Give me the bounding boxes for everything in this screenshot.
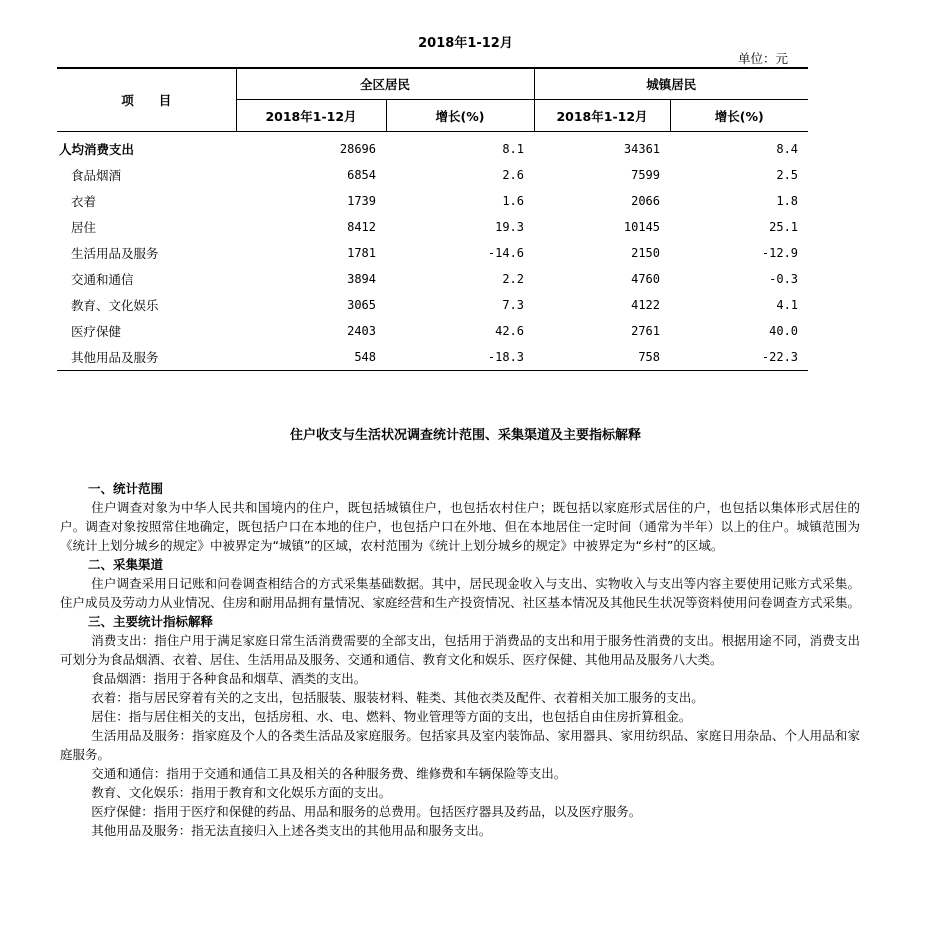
cell-value: 6854 [347,168,376,182]
cell-value: -12.9 [761,246,799,260]
row-label: 生活用品及服务 [71,246,159,261]
cell-value: 28696 [339,142,376,156]
consumption-table [57,67,808,371]
cell-value: 8.4 [776,142,799,156]
notes-heading-indicators: 三、主要统计指标解释 [88,614,214,629]
cell-value: 25.1 [769,220,799,234]
cell-value: 8.1 [502,142,525,156]
cell-value: 4122 [631,298,661,312]
cell-value: 2150 [631,246,661,260]
cell-value: -14.6 [487,246,525,260]
cell-value: 7599 [631,168,661,182]
cell-value: 42.6 [495,324,525,338]
cell-value: 8412 [347,220,376,234]
cell-value: 10145 [623,220,661,234]
notes-heading-channels: 二、采集渠道 [88,557,164,572]
cell-value: 2.5 [776,168,799,182]
cell-value: 4.1 [776,298,799,312]
notes-section [60,479,860,840]
cell-value: 40.0 [769,324,799,338]
table-row [57,188,808,214]
sub-header-growth-all: 增长(%) [386,100,534,132]
notes-paragraph-scope: 住户调查对象为中华人民共和国境内的住户，既包括城镇住户，也包括农村住户；既包括以家庭形式居住的户，也包括以集体形式居住的户。调查对象按照常住地确定，既包括户口在本地的住户，也包括户口在外地、但在本地居住一定时间（通常为半年）以上的住户。城镇范围为《统计上划分城乡的规定》中被界定为“城镇”的区域，农村范围为《统计上划分城乡的规定》中被界定为“乡村”的区域。 [60,500,860,553]
cell-value: 2.2 [502,272,525,286]
group-header-urban: 城镇居民 [534,68,808,100]
table-row [57,344,808,371]
section-title: 住户收支与生活状况调查统计范围、采集渠道及主要指标解释 [289,428,641,443]
row-label: 居住 [71,220,97,235]
definition-clothing: 衣着：指与居民穿着有关的之支出，包括服装、服装材料、鞋类、其他衣类及配件、衣着相关加工服务的支出。 [91,690,704,705]
period-title: 2018年1-12月 [418,36,513,51]
cell-value: 1.6 [502,194,525,208]
row-label: 食品烟酒 [71,168,122,183]
group-header-all: 全区居民 [236,68,534,100]
cell-value: 34361 [623,142,661,156]
cell-value: 548 [236,344,386,371]
table-row [57,214,808,240]
definition-food: 食品烟酒：指用于各种食品和烟草、酒类的支出。 [91,671,367,686]
table-row [57,292,808,318]
table-row [57,132,808,163]
cell-value: -18.3 [386,344,534,371]
table-row [57,240,808,266]
item-header: 项 目 [57,68,236,132]
definition-healthcare: 医疗保健：指用于医疗和保健的药品、用品和服务的总费用。包括医疗器具及药品，以及医疗服务。 [91,804,642,819]
row-label: 教育、文化娱乐 [71,298,159,313]
cell-value: -0.3 [769,272,799,286]
unit-label: 单位：元 [738,51,789,66]
notes-heading-scope: 一、统计范围 [88,481,164,496]
row-label: 衣着 [71,194,97,209]
sub-header-period-urban: 2018年1-12月 [534,100,670,132]
definition-housing: 居住：指与居住相关的支出，包括房租、水、电、燃料、物业管理等方面的支出，也包括自由住房折算租金。 [91,709,692,724]
cell-value: 2.6 [502,168,525,182]
row-label: 医疗保健 [71,324,122,339]
row-label: 交通和通信 [71,272,134,287]
row-label: 其他用品及服务 [57,344,236,371]
table-row [57,318,808,344]
cell-value: 2761 [631,324,661,338]
cell-value: 3894 [347,272,376,286]
cell-value: 4760 [631,272,661,286]
cell-value: 3065 [347,298,376,312]
table-row [57,162,808,188]
row-label: 人均消费支出 [59,142,135,157]
cell-value: 1.8 [776,194,799,208]
cell-value: 7.3 [502,298,525,312]
cell-value: 1739 [347,194,376,208]
cell-value: 19.3 [495,220,525,234]
notes-paragraph-channels: 住户调查采用日记账和问卷调查相结合的方式采集基础数据。其中，居民现金收入与支出、实物收入与支出等内容主要使用记账方式采集。住户成员及劳动力从业情况、住房和耐用品拥有量情况、家庭经营和生产投资情况、社区基本情况及其他民生状况等资料使用问卷调查方式采集。 [60,576,861,610]
sub-header-period-all: 2018年1-12月 [236,100,386,132]
definition-transport: 交通和通信：指用于交通和通信工具及相关的各种服务费、维修费和车辆保险等支出。 [91,766,567,781]
definition-education: 教育、文化娱乐：指用于教育和文化娱乐方面的支出。 [91,785,392,800]
cell-value: 2403 [347,324,376,338]
definition-other: 其他用品及服务：指无法直接归入上述各类支出的其他用品和服务支出。 [91,823,492,838]
cell-value: -22.3 [670,344,808,371]
cell-value: 2066 [631,194,661,208]
table-row [57,266,808,292]
definition-consumption: 消费支出：指住户用于满足家庭日常生活消费需要的全部支出，包括用于消费品的支出和用于服务性消费的支出。根据用途不同，消费支出可划分为食品烟酒、衣着、居住、生活用品及服务、交通和通信、教育文化和娱乐、医疗保健、其他用品及服务八大类。 [60,633,860,667]
cell-value: 758 [534,344,670,371]
sub-header-growth-urban: 增长(%) [670,100,808,132]
cell-value: 1781 [347,246,376,260]
definition-household-goods: 生活用品及服务：指家庭及个人的各类生活品及家庭服务。包括家具及室内装饰品、家用器具、家用纺织品、家庭日用杂品、个人用品和家庭服务。 [60,728,860,762]
